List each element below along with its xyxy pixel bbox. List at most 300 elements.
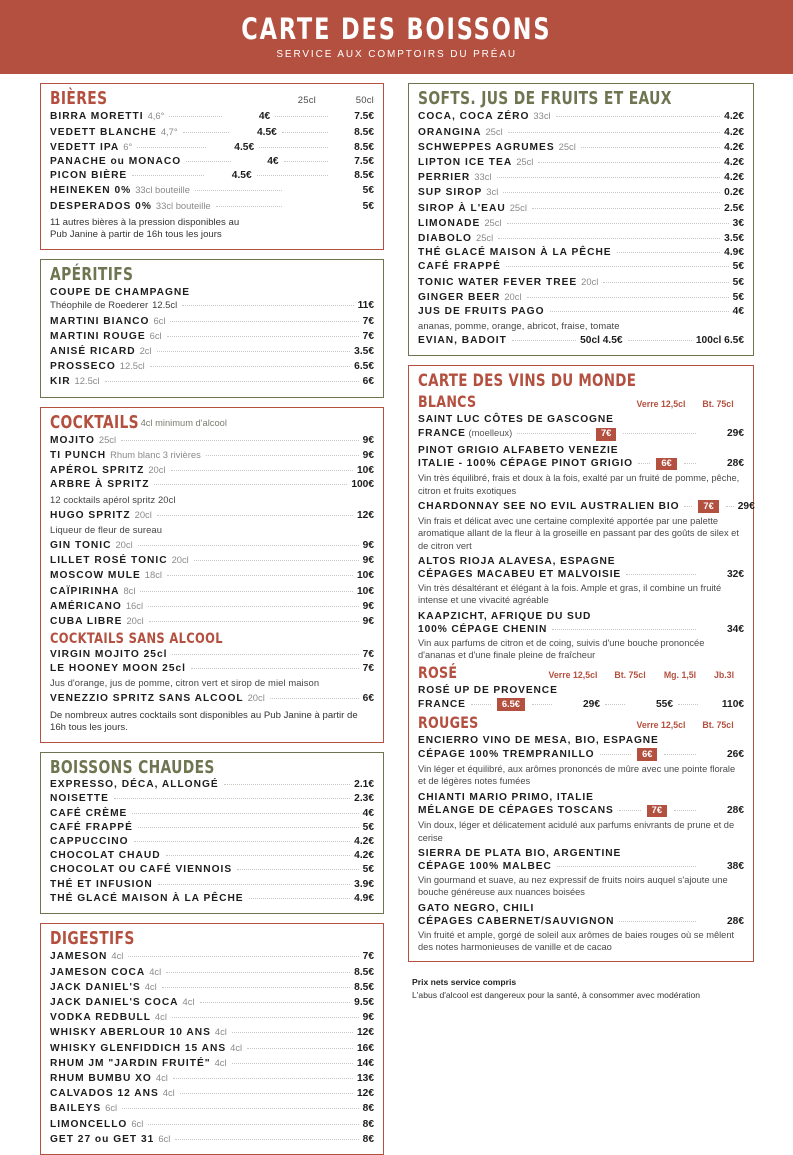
item-price: 7€ bbox=[362, 315, 374, 327]
wine-col-verre: Verre 12,5cl bbox=[636, 398, 686, 409]
item-price: 6€ bbox=[362, 693, 374, 705]
cocktails-heading-note: 4cl minimum d'alcool bbox=[140, 417, 227, 428]
wine-bottle-price: 32€ bbox=[727, 568, 744, 580]
vins-title: CARTE DES VINS DU MONDE bbox=[418, 371, 637, 392]
evian-price-100cl: 100cl 6.5€ bbox=[695, 335, 745, 347]
item-price: 10€ bbox=[357, 585, 374, 597]
item-volume: 4,7° bbox=[160, 125, 178, 137]
item-price: 5€ bbox=[732, 261, 744, 273]
menu-item bbox=[50, 1086, 374, 1101]
leader-dots bbox=[552, 629, 696, 630]
item-name: SIROP À L'EAU bbox=[418, 202, 506, 214]
wine-description: Vin léger et équilibré, aux arômes prononcés de mûre avec une pointe florale et de légères notes fumées bbox=[418, 763, 736, 787]
leader-dots bbox=[497, 177, 721, 178]
digestifs-list bbox=[50, 949, 374, 1147]
menu-item bbox=[50, 980, 374, 995]
menu-item bbox=[50, 1056, 374, 1071]
menu-item bbox=[50, 599, 374, 614]
menu-item bbox=[50, 169, 374, 183]
menu-item bbox=[50, 359, 374, 374]
item-description: Liqueur de fleur de sureau bbox=[50, 523, 163, 535]
item-name: LIPTON ICE TEA bbox=[418, 156, 513, 168]
item-name: CAFÉ FRAPPÉ bbox=[418, 261, 501, 273]
item-name: MARTINI BIANCO bbox=[50, 315, 150, 327]
item-name: CHOCOLAT CHAUD bbox=[50, 850, 161, 862]
item-price-50cl: 5€ bbox=[362, 200, 374, 212]
leader-dots bbox=[232, 1063, 353, 1064]
item-volume: 25cl bbox=[98, 433, 117, 445]
leader-dots bbox=[154, 484, 347, 485]
item-price: 4.2€ bbox=[724, 156, 744, 168]
leader-dots bbox=[169, 116, 222, 117]
wine-bottle-price: 28€ bbox=[727, 458, 744, 470]
leader-dots bbox=[122, 1108, 359, 1109]
section-boissons-chaudes bbox=[40, 752, 384, 914]
leader-dots bbox=[674, 810, 696, 811]
item-volume: 4cl bbox=[214, 1056, 227, 1068]
item-name: CHOCOLAT OU CAFÉ VIENNOIS bbox=[50, 864, 233, 876]
right-column bbox=[408, 83, 754, 1000]
menu-item bbox=[50, 1117, 374, 1132]
leader-dots bbox=[191, 668, 359, 669]
item-volume: 4cl bbox=[111, 950, 124, 962]
item-volume: Rhum blanc 3 rivières bbox=[110, 449, 201, 461]
leader-dots bbox=[183, 132, 229, 133]
item-name: VODKA REDBULL bbox=[50, 1012, 151, 1024]
wine-bottle-price: 28€ bbox=[727, 915, 744, 927]
leader-dots bbox=[619, 810, 641, 811]
wine-bottle-price: 26€ bbox=[727, 748, 745, 760]
item-price: 6.5€ bbox=[354, 361, 374, 373]
menu-item bbox=[50, 140, 374, 155]
item-name: JACK DANIEL'S bbox=[50, 981, 141, 993]
item-volume: 18cl bbox=[144, 569, 162, 581]
item-name: DIABOLO bbox=[418, 232, 472, 244]
item-price: 3.5€ bbox=[354, 345, 374, 357]
menu-item bbox=[50, 199, 374, 214]
leader-dots bbox=[538, 162, 720, 163]
menu-item bbox=[50, 778, 374, 792]
item-volume: 25cl bbox=[516, 155, 534, 167]
wine-price-row bbox=[418, 456, 744, 472]
item-name: CAFÉ FRAPPÉ bbox=[50, 821, 133, 833]
leader-dots bbox=[512, 340, 576, 341]
item-name: JUS DE FRUITS PAGO bbox=[418, 305, 545, 317]
cocktails-note: De nombreux autres cocktails sont disponibles au Pub Janine à partir de 16h tous les jours. bbox=[50, 709, 358, 734]
item-price: 7€ bbox=[362, 951, 374, 963]
item-description: ananas, pomme, orange, abricot, fraise, tomate bbox=[418, 320, 620, 332]
item-name: ANISÉ RICARD bbox=[50, 345, 136, 357]
leader-dots bbox=[557, 866, 696, 867]
leader-dots bbox=[600, 754, 632, 755]
menu-item bbox=[418, 305, 744, 319]
item-price: 2.1€ bbox=[354, 779, 374, 791]
menu-item bbox=[50, 995, 374, 1010]
menu-item-evian bbox=[418, 334, 744, 348]
leader-dots bbox=[581, 147, 720, 148]
item-name: VEDETT IPA bbox=[50, 141, 120, 153]
leader-dots bbox=[180, 1093, 353, 1094]
menu-item bbox=[418, 246, 744, 260]
item-volume: 12.5cl bbox=[74, 375, 100, 387]
leader-dots bbox=[132, 813, 358, 814]
leader-dots bbox=[532, 704, 552, 705]
section-heading-cocktails bbox=[50, 413, 335, 433]
item-price-50cl: 8.5€ bbox=[354, 141, 374, 153]
item-name: THÉ GLACÉ MAISON À LA PÊCHE bbox=[50, 892, 244, 904]
item-name: MOJITO bbox=[50, 434, 95, 446]
wine-description: Vin gourmand et suave, au nez expressif de fruits noirs auquel s'ajoute une bouche généreuse aux nuances boisées bbox=[418, 875, 728, 898]
menu-item bbox=[418, 109, 744, 124]
item-name: TONIC WATER FEVER TREE bbox=[418, 276, 578, 288]
bieres-column-headers bbox=[254, 95, 374, 109]
item-volume: 4cl bbox=[144, 980, 157, 992]
leader-dots bbox=[167, 575, 353, 576]
item-price: 12€ bbox=[357, 1088, 374, 1100]
leader-dots bbox=[140, 591, 353, 592]
item-volume: 4cl bbox=[149, 965, 162, 977]
wine-price-row bbox=[418, 498, 755, 514]
item-volume: 20cl bbox=[115, 538, 133, 550]
footer-line-2: L'abus d'alcool est dangereux pour la santé, à consommer avec modération bbox=[412, 990, 700, 1001]
vins-body bbox=[418, 392, 755, 954]
menu-item bbox=[50, 109, 374, 124]
wine-category-label: ROUGES bbox=[418, 713, 479, 733]
menu-item bbox=[50, 155, 374, 169]
item-volume: 25cl bbox=[509, 201, 527, 213]
menu-item bbox=[50, 538, 374, 553]
leader-dots bbox=[105, 381, 359, 382]
menu-item bbox=[50, 1025, 374, 1040]
wine-cepage: CÉPAGE 100% MALBEC bbox=[418, 861, 552, 873]
footer bbox=[408, 971, 754, 1000]
item-price: 4.9€ bbox=[724, 247, 744, 259]
wine-producer: KAAPZICHT, AFRIQUE DU SUD bbox=[418, 610, 592, 622]
item-price: 5€ bbox=[732, 291, 744, 303]
leader-dots bbox=[556, 116, 721, 117]
leader-dots bbox=[132, 175, 203, 176]
menu-item bbox=[50, 892, 374, 906]
menu-item bbox=[50, 478, 374, 492]
item-name: AMÉRICANO bbox=[50, 600, 122, 612]
wine-column-headers bbox=[542, 670, 744, 683]
menu-item bbox=[50, 433, 374, 448]
leader-dots bbox=[172, 1017, 359, 1018]
item-name: DESPERADOS 0% bbox=[50, 200, 152, 212]
item-price: 9€ bbox=[362, 615, 374, 627]
cocktails-list bbox=[50, 433, 374, 629]
menu-item bbox=[418, 125, 744, 140]
item-price: 2.3€ bbox=[354, 793, 374, 805]
item-volume: 33cl bouteille bbox=[155, 199, 211, 211]
item-name: BAILEYS bbox=[50, 1103, 102, 1115]
item-price: 4€ bbox=[732, 305, 744, 317]
wine-category-label: BLANCS bbox=[418, 392, 477, 412]
footer-line-1: Prix nets service compris bbox=[412, 977, 517, 988]
item-price: 9€ bbox=[362, 1012, 374, 1024]
menu-item bbox=[50, 463, 374, 478]
wine-cepage: CÉPAGE 100% TREMPRANILLO bbox=[418, 748, 595, 760]
item-volume: 16cl bbox=[125, 599, 144, 611]
leader-dots bbox=[259, 147, 328, 148]
leader-dots bbox=[224, 784, 351, 785]
item-name: HUGO SPRITZ bbox=[50, 509, 131, 521]
menu-item bbox=[50, 448, 374, 463]
item-name: SCHWEPPES AGRUMES bbox=[418, 141, 555, 153]
leader-dots bbox=[517, 433, 590, 434]
item-description: Jus d'orange, jus de pomme, citron vert et sirop de miel maison bbox=[50, 677, 320, 689]
menu-item bbox=[418, 275, 744, 290]
item-volume: 25cl bbox=[558, 140, 576, 152]
item-price-50cl: 7.5€ bbox=[354, 155, 375, 167]
left-column bbox=[40, 83, 384, 1155]
leader-dots bbox=[498, 238, 720, 239]
item-price-50cl: 7.5€ bbox=[354, 111, 375, 123]
menu-item bbox=[50, 1071, 374, 1086]
menu-item bbox=[50, 648, 374, 662]
item-name: LIMONCELLO bbox=[50, 1118, 128, 1130]
item-volume: 20cl bbox=[126, 614, 144, 626]
wine-price-row bbox=[418, 696, 744, 712]
menu-item bbox=[50, 1101, 374, 1116]
item-name: Théophile de Roederer bbox=[50, 300, 149, 312]
item-price-25cl: 4€ bbox=[258, 111, 271, 123]
item-name: VEDETT BLANCHE bbox=[50, 126, 157, 138]
wine-description: Vin doux, léger et délicatement acidulé aux parfums enivrants de prune et de cerise bbox=[418, 820, 735, 843]
leader-dots bbox=[532, 208, 720, 209]
item-name: JACK DANIEL'S COCA bbox=[50, 996, 179, 1008]
col-header-50cl: 50cl bbox=[355, 95, 374, 107]
wine-category-header bbox=[418, 663, 744, 682]
section-cocktails bbox=[40, 407, 384, 743]
menu-item bbox=[50, 614, 374, 629]
leader-dots bbox=[134, 841, 351, 842]
item-volume: 8cl bbox=[123, 584, 136, 596]
menu-item bbox=[50, 821, 374, 835]
leader-dots bbox=[175, 1139, 358, 1140]
item-price: 5€ bbox=[362, 821, 374, 833]
menu-columns bbox=[0, 74, 793, 1155]
menu-item bbox=[418, 155, 744, 170]
item-price: 8€ bbox=[362, 1118, 374, 1130]
item-price: 9€ bbox=[362, 600, 374, 612]
leader-dots bbox=[150, 366, 350, 367]
softs-list bbox=[418, 109, 744, 348]
leader-dots bbox=[121, 440, 359, 441]
wine-bottle-price: 29€ bbox=[727, 428, 745, 440]
leader-dots bbox=[137, 147, 206, 148]
item-volume: 20cl bbox=[504, 290, 522, 302]
item-price: 4€ bbox=[362, 807, 374, 819]
item-name: SUP SIROP bbox=[418, 187, 483, 199]
section-heading-softs: SOFTS. JUS DE FRUITS ET EAUX bbox=[418, 89, 672, 109]
leader-dots bbox=[148, 1124, 358, 1125]
section-heading-boissons-chaudes: BOISSONS CHAUDES bbox=[50, 757, 215, 778]
item-name: THÉ ET INFUSION bbox=[50, 878, 153, 890]
item-volume: 3cl bbox=[486, 186, 499, 198]
col-header-25cl: 25cl bbox=[297, 95, 316, 107]
leader-dots bbox=[247, 1048, 353, 1049]
item-description: 12 cocktails apérol spritz 20cl bbox=[50, 493, 176, 505]
item-price: 9.5€ bbox=[354, 996, 374, 1008]
section-vins bbox=[408, 365, 754, 962]
menu-item bbox=[50, 835, 374, 849]
item-name: TI PUNCH bbox=[50, 450, 107, 462]
section-heading-digestifs: DIGESTIFS bbox=[50, 929, 135, 950]
leader-dots bbox=[166, 972, 350, 973]
wine-producer: ALTOS RIOJA ALAVESA, ESPAGNE bbox=[418, 555, 616, 567]
item-volume: 6cl bbox=[153, 314, 166, 326]
leader-dots bbox=[664, 754, 696, 755]
item-price: 4.9€ bbox=[354, 892, 374, 904]
item-price: 2.5€ bbox=[724, 202, 744, 214]
wine-col-verre: Verre 12,5cl bbox=[636, 719, 686, 730]
menu-item bbox=[50, 965, 374, 980]
item-volume: 6cl bbox=[105, 1102, 118, 1114]
wine-glass-price: 7€ bbox=[698, 500, 718, 513]
item-name: LIMONADE bbox=[418, 217, 481, 229]
leader-dots bbox=[257, 175, 328, 176]
item-volume: 4cl bbox=[214, 1026, 227, 1038]
leader-dots bbox=[149, 621, 359, 622]
wine-cepage: MÉLANGE DE CÉPAGES TOSCANS bbox=[418, 805, 614, 817]
wine-bottle-price: 29€ bbox=[583, 698, 600, 710]
item-price-50cl: 5€ bbox=[362, 185, 374, 197]
menu-item bbox=[50, 344, 374, 359]
item-name: ORANGINA bbox=[418, 126, 482, 138]
wine-cepage: FRANCE (moelleux) bbox=[418, 427, 513, 440]
item-volume: 12.5cl bbox=[119, 360, 145, 372]
item-volume: 20cl bbox=[134, 508, 152, 520]
leader-dots bbox=[128, 956, 358, 957]
wine-col-bouteille: Bt. 75cl bbox=[614, 669, 646, 680]
item-price: 7€ bbox=[362, 663, 374, 675]
menu-item bbox=[50, 125, 374, 140]
wine-column-headers bbox=[630, 399, 744, 412]
menu-item bbox=[50, 584, 374, 599]
wine-glass-price: 6€ bbox=[637, 748, 657, 761]
item-price: 4.2€ bbox=[724, 141, 744, 153]
menu-item bbox=[50, 314, 374, 329]
leader-dots bbox=[527, 297, 729, 298]
item-volume: 33cl bbox=[533, 110, 551, 122]
item-volume: 25cl bbox=[484, 216, 502, 228]
page-subtitle: SERVICE AUX COMPTOIRS DU PRÉAU bbox=[276, 47, 517, 60]
wine-price-row bbox=[418, 859, 744, 873]
wine-bottle-price: 29€ bbox=[737, 500, 755, 512]
item-name: THÉ GLACÉ MAISON À LA PÊCHE bbox=[418, 247, 612, 259]
wine-producer: GATO NEGRO, CHILI bbox=[418, 902, 535, 914]
wine-cepage: CÉPAGES CABERNET/SAUVIGNON bbox=[418, 915, 615, 927]
item-volume: 4cl bbox=[155, 1071, 168, 1083]
menu-item bbox=[50, 1132, 374, 1147]
wine-cepage: 100% CÉPAGE CHENIN bbox=[418, 623, 548, 635]
item-name: NOISETTE bbox=[50, 793, 109, 805]
item-name: PROSSECO bbox=[50, 361, 116, 373]
leader-dots bbox=[603, 282, 728, 283]
menu-item bbox=[418, 140, 744, 155]
wine-price-row bbox=[418, 622, 744, 636]
menu-item bbox=[50, 878, 374, 892]
section-bieres bbox=[40, 83, 384, 250]
leader-dots bbox=[157, 351, 351, 352]
wine-cepage: CÉPAGES MACABEU ET MALVOISIE bbox=[418, 568, 622, 580]
item-volume: 6cl bbox=[131, 1117, 144, 1129]
section-heading-bieres: BIÈRES bbox=[50, 89, 108, 109]
leader-dots bbox=[550, 311, 729, 312]
leader-dots bbox=[249, 898, 351, 899]
item-name: GET 27 ou GET 31 bbox=[50, 1133, 155, 1145]
section-heading-cocktails-sans-alcool: COCKTAILS SANS ALCOOL bbox=[50, 631, 223, 648]
wine-price-row bbox=[418, 914, 744, 928]
item-price: 6€ bbox=[362, 376, 374, 388]
leader-dots bbox=[186, 161, 230, 162]
item-volume: 25cl bbox=[485, 125, 503, 137]
item-price: 9€ bbox=[362, 450, 374, 462]
item-name: EVIAN, BADOIT bbox=[418, 335, 507, 347]
item-price: 100€ bbox=[351, 479, 374, 491]
wine-cepage-note: (moelleux) bbox=[465, 427, 513, 439]
wine-col-bouteille: Bt. 75cl bbox=[702, 398, 734, 409]
item-price: 16€ bbox=[357, 1042, 374, 1054]
section-digestifs bbox=[40, 923, 384, 1155]
item-volume: 6cl bbox=[149, 329, 162, 341]
wine-category-label: ROSÉ bbox=[418, 663, 458, 683]
menu-item bbox=[50, 1010, 374, 1025]
item-price: 5€ bbox=[362, 864, 374, 876]
wine-col-bouteille: Bt. 75cl bbox=[702, 719, 734, 730]
item-price: 10€ bbox=[357, 465, 374, 477]
menu-item bbox=[418, 201, 744, 216]
item-price: 3.9€ bbox=[354, 878, 374, 890]
leader-dots bbox=[232, 1032, 353, 1033]
item-volume: 6° bbox=[123, 140, 133, 152]
item-price: 11€ bbox=[357, 300, 374, 312]
item-name: VENEZZIO SPRITZ SANS ALCOOL bbox=[50, 693, 244, 705]
item-name: COCA, COCA ZÉRO bbox=[418, 111, 530, 123]
evian-price-50cl: 50cl 4.5€ bbox=[580, 335, 623, 347]
wine-cepage: ITALIE - 100% CÉPAGE PINOT GRIGIO bbox=[418, 458, 633, 470]
item-price: 4.2€ bbox=[354, 836, 374, 848]
aperitifs-champagne-title: COUPE DE CHAMPAGNE bbox=[50, 287, 191, 299]
menu-item bbox=[418, 231, 744, 246]
leader-dots bbox=[507, 223, 729, 224]
item-name: CAÏPIRINHA bbox=[50, 585, 120, 597]
item-volume: 20cl bbox=[148, 464, 166, 476]
page-header bbox=[0, 0, 793, 74]
item-price-50cl: 8.5€ bbox=[354, 126, 374, 138]
menu-item bbox=[418, 185, 744, 200]
item-name: KIR bbox=[50, 376, 71, 388]
item-name: CALVADOS 12 ANS bbox=[50, 1088, 159, 1100]
menu-item bbox=[50, 329, 374, 344]
wine-magnum-price: 55€ bbox=[656, 698, 674, 710]
item-price: 7€ bbox=[362, 648, 374, 660]
item-price: 4.2€ bbox=[724, 126, 744, 138]
leader-dots bbox=[684, 463, 696, 464]
leader-dots bbox=[678, 704, 698, 705]
leader-dots bbox=[617, 252, 721, 253]
wine-price-row bbox=[418, 803, 744, 819]
item-name: ARBRE À SPRITZ bbox=[50, 479, 150, 491]
wine-producer: ROSÉ UP DE PROVENCE bbox=[418, 685, 558, 697]
leader-dots bbox=[626, 574, 696, 575]
item-name: PANACHE ou MONACO bbox=[50, 155, 182, 167]
menu-item bbox=[50, 553, 374, 568]
wine-cepage: FRANCE bbox=[418, 698, 466, 710]
item-name: MARTINI ROUGE bbox=[50, 330, 146, 342]
item-price: 9€ bbox=[362, 539, 374, 551]
